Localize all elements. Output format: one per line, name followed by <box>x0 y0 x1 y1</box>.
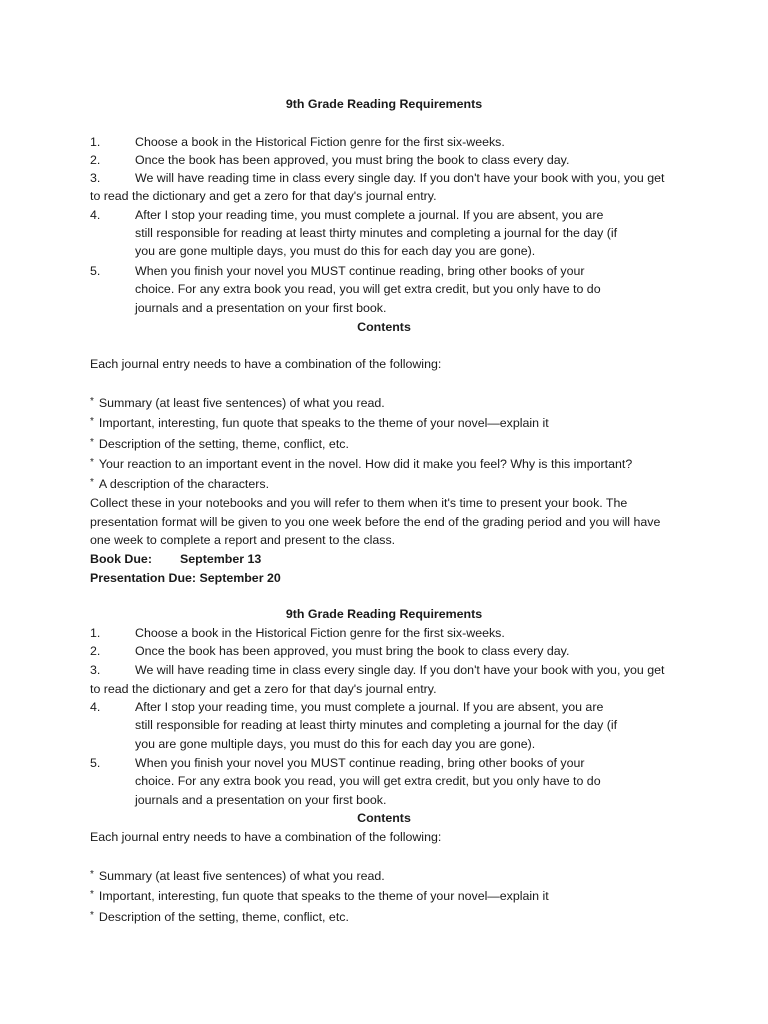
bullet-text: A description of the characters. <box>98 477 270 491</box>
bullet-marker: * <box>90 457 94 468</box>
item-text: Choose a book in the Historical Fiction genre for the first six-weeks. <box>135 135 505 149</box>
item-text-continued: choice. For any extra book you read, you will get extra credit, but you only have to do <box>135 774 601 788</box>
item-text: We will have reading time in class every single day. If you don't have your book with you, you get <box>135 663 665 677</box>
bullet-marker: * <box>90 869 94 880</box>
item-text-continued: to read the dictionary and get a zero for that day's journal entry. <box>90 189 437 203</box>
item-text-continued: to read the dictionary and get a zero for that day's journal entry. <box>90 682 437 696</box>
bullet-text: Description of the setting, theme, conflict, etc. <box>98 437 349 451</box>
item-number: 4. <box>90 700 101 714</box>
bullet-text: Summary (at least five sentences) of what you read. <box>98 396 385 410</box>
item-text-continued: still responsible for reading at least thirty minutes and completing a journal for the day (if <box>135 226 618 240</box>
bullet-item <box>90 476 269 494</box>
book-due-date: September 13 <box>180 552 262 566</box>
bullet-item <box>90 436 349 454</box>
item-text-continued: choice. For any extra book you read, you will get extra credit, but you only have to do <box>135 282 601 296</box>
contents-heading: Contents <box>357 320 411 334</box>
item-number: 3. <box>90 663 101 677</box>
bullet-text: Description of the setting, theme, conflict, etc. <box>98 910 349 924</box>
item-text-continued: journals and a presentation on your first book. <box>135 301 387 315</box>
bullet-text: Summary (at least five sentences) of what you read. <box>98 869 385 883</box>
doc-title: 9th Grade Reading Requirements <box>285 607 483 621</box>
book-due-label: Book Due: <box>90 552 152 566</box>
item-text: After I stop your reading time, you must complete a journal. If you are absent, you are <box>135 700 604 714</box>
item-text-continued: you are gone multiple days, you must do this for each day you are gone). <box>135 244 536 258</box>
item-number: 1. <box>90 135 101 149</box>
item-text-continued: you are gone multiple days, you must do this for each day you are gone). <box>135 737 536 751</box>
journal-intro: Each journal entry needs to have a combination of the following: <box>90 830 442 844</box>
bullet-marker: * <box>90 889 94 900</box>
item-number: 2. <box>90 153 101 167</box>
item-text: Choose a book in the Historical Fiction genre for the first six-weeks. <box>135 626 505 640</box>
item-text-continued: journals and a presentation on your first book. <box>135 793 387 807</box>
bullet-marker: * <box>90 910 94 921</box>
bullet-item <box>90 888 549 906</box>
bullet-item <box>90 868 385 886</box>
item-text: Once the book has been approved, you must bring the book to class every day. <box>135 153 570 167</box>
item-number: 4. <box>90 208 101 222</box>
bullet-marker: * <box>90 396 94 407</box>
bullet-item <box>90 909 349 927</box>
item-number: 1. <box>90 626 101 640</box>
item-text: When you finish your novel you MUST continue reading, bring other books of your <box>135 264 585 278</box>
item-number: 2. <box>90 644 101 658</box>
item-number: 5. <box>90 264 101 278</box>
closing-text: one week to complete a report and present to the class. <box>90 533 396 547</box>
bullet-text: Important, interesting, fun quote that speaks to the theme of your novel—explain it <box>98 889 549 903</box>
item-text: After I stop your reading time, you must complete a journal. If you are absent, you are <box>135 208 604 222</box>
bullet-text: Your reaction to an important event in the novel. How did it make you feel? Why is this important? <box>98 457 633 471</box>
bullet-marker: * <box>90 416 94 427</box>
item-number: 3. <box>90 171 101 185</box>
bullet-item <box>90 456 632 474</box>
contents-heading: Contents <box>357 811 411 825</box>
presentation-due: Presentation Due: September 20 <box>90 571 281 585</box>
closing-text: presentation format will be given to you one week before the end of the grading period and you will have <box>90 515 661 529</box>
item-text: We will have reading time in class every single day. If you don't have your book with you, you get <box>135 171 665 185</box>
item-text: When you finish your novel you MUST continue reading, bring other books of your <box>135 756 585 770</box>
item-text: Once the book has been approved, you must bring the book to class every day. <box>135 644 570 658</box>
bullet-marker: * <box>90 437 94 448</box>
bullet-item <box>90 415 549 433</box>
item-text-continued: still responsible for reading at least thirty minutes and completing a journal for the day (if <box>135 718 618 732</box>
item-number: 5. <box>90 756 101 770</box>
closing-text: Collect these in your notebooks and you will refer to them when it's time to present your book. The <box>90 496 628 510</box>
bullet-text: Important, interesting, fun quote that speaks to the theme of your novel—explain it <box>98 416 549 430</box>
bullet-item <box>90 395 385 413</box>
doc-title: 9th Grade Reading Requirements <box>285 97 483 111</box>
journal-intro: Each journal entry needs to have a combination of the following: <box>90 357 442 371</box>
bullet-marker: * <box>90 477 94 488</box>
